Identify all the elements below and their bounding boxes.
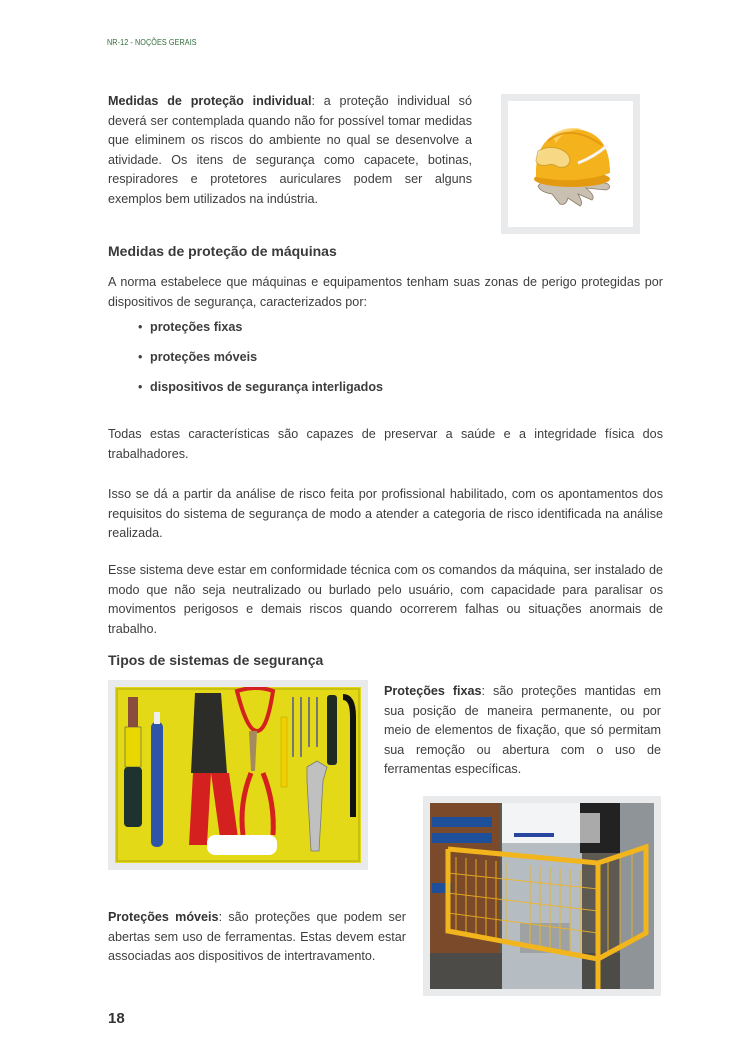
page-number: 18: [108, 1010, 125, 1027]
machine-guard-image: [430, 803, 654, 989]
mobile-protections-term: Proteções móveis: [108, 910, 219, 924]
fixed-protections-paragraph: [384, 682, 661, 780]
helmet-gloves-icon: [508, 101, 633, 227]
protection-types-list: [138, 318, 383, 408]
characteristics-paragraph: Todas estas características são capazes de preservar a saúde e a integridade física dos trabalhadores.: [108, 427, 663, 461]
types-heading: Tipos de sistemas de segurança: [108, 652, 324, 668]
individual-protection-term: Medidas de proteção individual: [108, 94, 312, 108]
machine-guard-icon: [430, 803, 654, 989]
machine-guard-image-frame: [423, 796, 661, 996]
list-item: • proteções fixas: [138, 318, 383, 348]
machines-intro: A norma estabelece que máquinas e equipamentos tenham suas zonas de perigo protegidas por dispositivos de segurança, caracterizados por:: [108, 275, 663, 309]
ppe-image-frame: [501, 94, 640, 234]
toolkit-icon: [115, 687, 361, 863]
tools-image: [115, 687, 361, 863]
running-header: NR-12 - NOÇÕES GERAIS: [107, 37, 197, 47]
risk-analysis-paragraph: Isso se dá a partir da análise de risco feita por profissional habilitado, com os apontamentos dos requisitos do sistema de segurança de modo a atender a categoria de risco identificada na análise realizada.: [108, 487, 663, 540]
compliance-paragraph: Esse sistema deve estar em conformidade técnica com os comandos da máquina, ser instalado de modo que não seja neutralizado ou burlado pelo usuário, com capacidade para paralisar os movimentos perigosos e demais riscos quando ocorrerem falhas ou situações anormais de trabalho.: [108, 563, 663, 636]
list-item: • dispositivos de segurança interligados: [138, 378, 383, 408]
tools-image-frame: [108, 680, 368, 870]
ppe-image: [508, 101, 633, 227]
individual-protection-paragraph: [108, 92, 472, 209]
individual-protection-text: : a proteção individual só deverá ser contemplada quando não for possível tomar medidas que eliminem os riscos do ambiente no qual se desenvolve a atividade. Os itens de segurança como capacete, botinas, respiradores e protetores auriculares podem ser alguns exemplos bem utilizados na indústria.: [108, 94, 472, 206]
mobile-protections-text: : são proteções que podem ser abertas sem uso de ferramentas. Estas devem estar associadas aos dispositivos de intertravamento.: [108, 910, 406, 963]
fixed-protections-term: Proteções fixas: [384, 684, 482, 698]
list-item: • proteções móveis: [138, 348, 383, 378]
machines-heading: Medidas de proteção de máquinas: [108, 243, 337, 259]
mobile-protections-paragraph: [108, 908, 406, 967]
fixed-protections-text: : são proteções mantidas em sua posição de maneira permanente, ou por meio de elementos de fixação, que só permitam sua remoção ou abertura com o uso de ferramentas específicas.: [384, 684, 661, 776]
